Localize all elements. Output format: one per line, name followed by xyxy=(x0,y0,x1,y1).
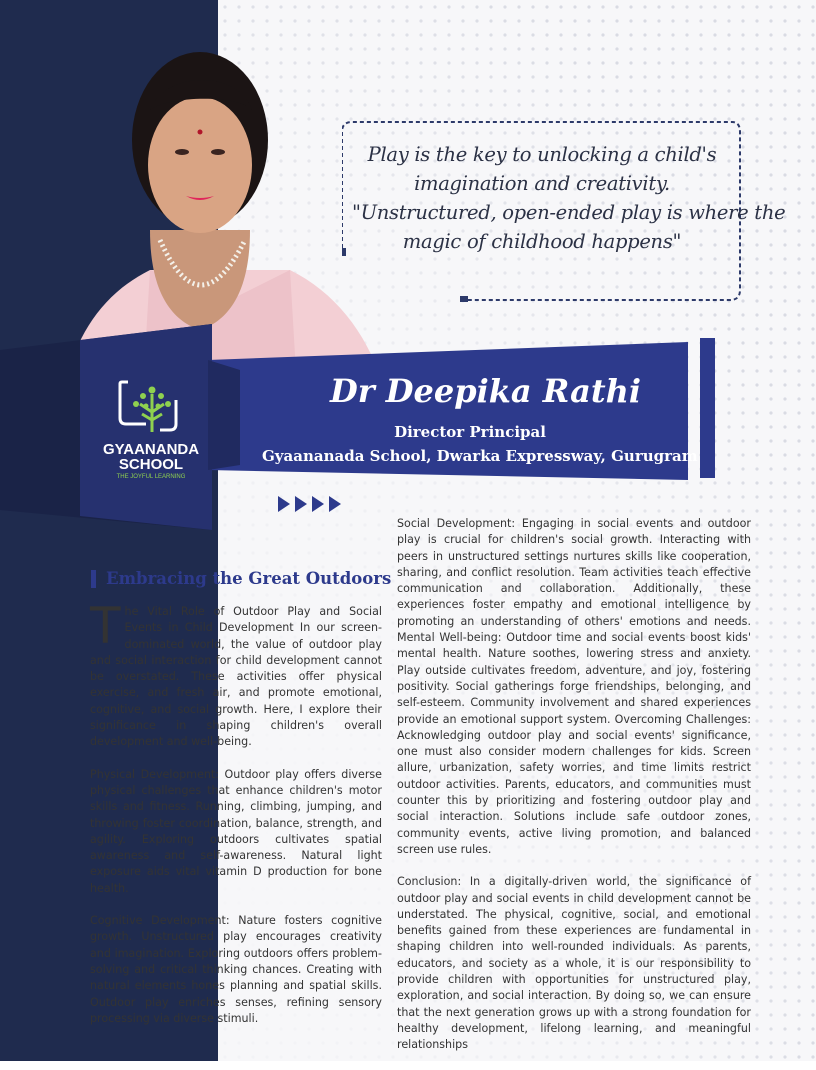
person-role: Director Principal xyxy=(394,423,546,441)
quote-line: magic of childhood happens" xyxy=(402,230,682,253)
drop-cap: T xyxy=(90,597,121,655)
logo-name-line: SCHOOL xyxy=(118,456,184,473)
name-banner xyxy=(0,320,720,535)
school-logo-name xyxy=(95,442,207,472)
physical-paragraph: Physical Development: Outdoor play offers diverse physical challenges that enhance children's motor skills and fitness. Running, climbing, jumping, and throwing foster coordination, balance, strength, and agility. Exploring outdoors cultivates spatial awareness and self-awareness. Natural light exposure aids vital vitamin D production for bone health. xyxy=(90,767,382,895)
article-left-column xyxy=(90,597,382,1043)
organization: Gyaananada School, Dwarka Expressway, Gurugram xyxy=(262,447,698,465)
conclusion-paragraph: Conclusion: In a digitally-driven world, the significance of outdoor play and social events in child development cannot be understated. The physical, cognitive, social, and emotional benefits gained from these experiences are fundamental in shaping children into well-rounded individuals. As parents, educators, and society as a whole, it is our responsibility to provide children with opportunities for unstructured play, exploration, and social interaction. By doing so, we can ensure that the next generation grows up with a strong foundation for healthy development, lifelong learning, and meaningful relationships xyxy=(397,875,751,1052)
quote-line: Play is the key to unlocking a child's xyxy=(367,143,717,166)
article-right-column xyxy=(397,516,751,1070)
cognitive-paragraph: Cognitive Development: Nature fosters cognitive growth. Unstructured play encourages creativity and imagination. Exploring outdoors offers problem-solving and critical thinking chances. Creating with natural elements hones planning and spatial skills. Outdoor play enriches senses, refining sensory processing via diverse stimuli. xyxy=(90,914,382,1025)
quote-line: imagination and creativity. xyxy=(414,172,670,195)
intro-paragraph xyxy=(90,597,382,751)
intro-text: he Vital Role of Outdoor Play and Social Events in Child Development In our screen-dominated world, the value of outdoor play and social interaction for child development cannot be overstated. These activities offer physical exercise, and fresh air, and promote emotional, cognitive, and social growth. Here, I explore their significance in shaping children's overall development and well-being. xyxy=(90,605,382,749)
logo-tagline: THE JOYFUL LEARNING xyxy=(116,474,186,480)
person-name: Dr Deepika Rathi xyxy=(330,372,642,410)
quote-line: "Unstructured, open-ended play is where the xyxy=(352,201,786,224)
social-paragraph: Social Development: Engaging in social events and outdoor play is crucial for children's social growth. Interacting with peers in unstructured settings nurtures skills like cooperation, sharing, and conflict resolution. Team activities teach effective communication and collaboration. Additionally, these experiences foster empathy and emotional intelligence by promoting an understanding of others' emotions and needs. Mental Well-being: Outdoor time and social events boost kids' mental health. Nature soothes, lowering stress and anxiety. Play outside cultivates freedom, adventure, and joy, fostering positivity. Social gatherings forge friendships, belonging, and self-esteem. Community involvement and shared experiences provide an emotional support system. Overcoming Challenges: Acknowledging outdoor play and social events' significance, one must also consider modern challenges for kids. Screen allure, urbanization, safety worries, and time limits restrict outdoor activities. Parents, educators, and communities must counter this by prioritizing and fostering outdoor play and social interaction. Solutions include safe outdoor zones, community events, active living promotion, and balanced screen use rules. xyxy=(397,517,751,856)
logo-name-line: GYAANANDA xyxy=(102,441,200,458)
play-arrows-icon xyxy=(278,495,348,513)
section-accent-bar xyxy=(91,570,96,588)
section-heading: Embracing the Great Outdoors xyxy=(106,569,392,588)
quote-text xyxy=(352,140,786,256)
